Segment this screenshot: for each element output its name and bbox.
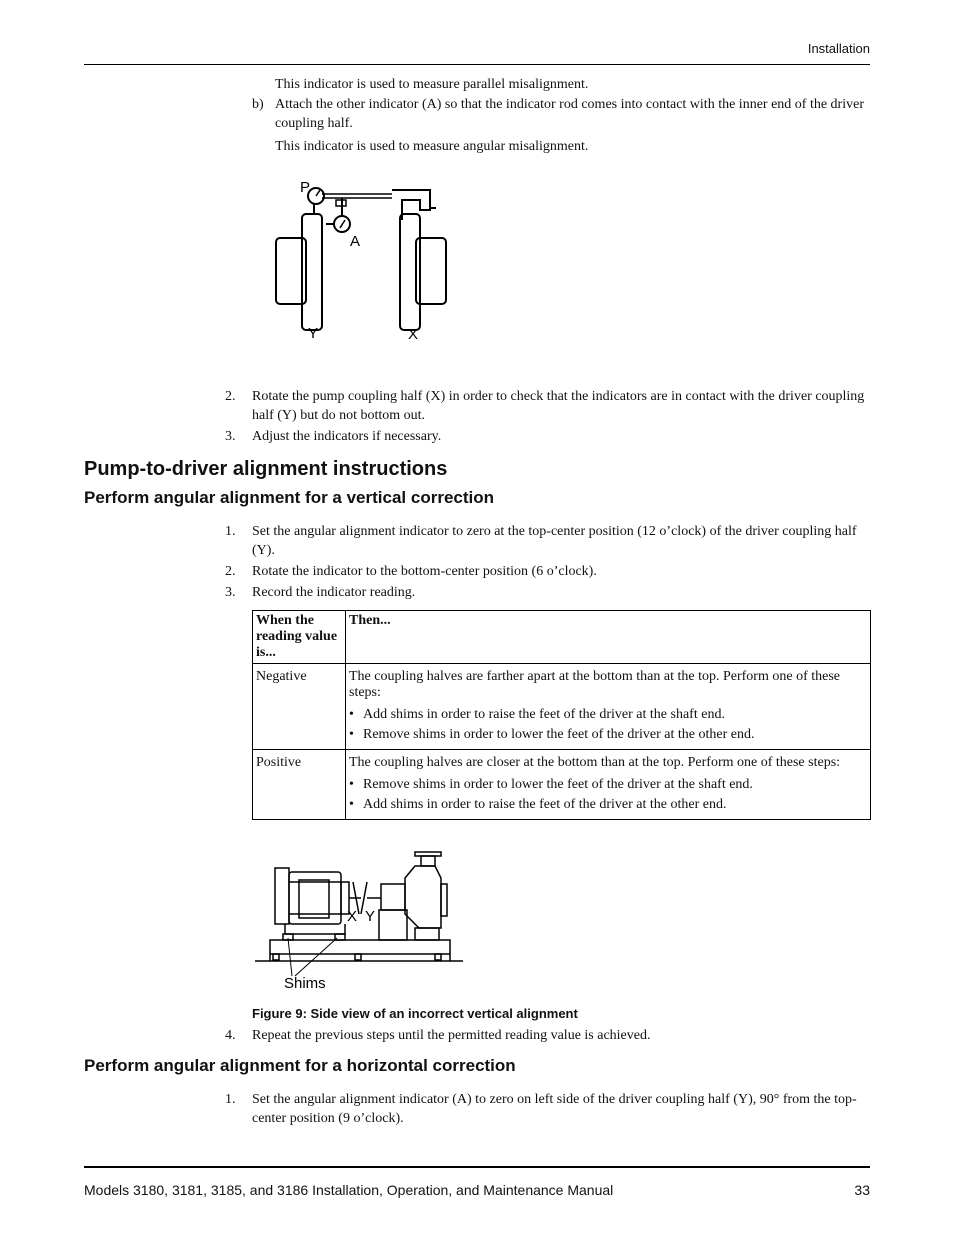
step-number: 1.	[225, 524, 236, 539]
indicator-bracket	[392, 190, 430, 220]
table-row	[253, 664, 871, 750]
step-text: Rotate the pump coupling half (X) in order to check that the indicators are in contact with the driver coupling half (Y) but do not bottom out.	[252, 389, 865, 423]
intro-line-2: This indicator is used to measure angular misalignment.	[275, 139, 589, 154]
header-rule	[84, 64, 870, 65]
step-text: Set the angular alignment indicator (A) to zero on left side of the driver coupling half (Y), 90° from the top-center position (9 o’clock).	[252, 1092, 857, 1126]
figure-caption: Figure 9: Side view of an incorrect vertical alignment	[252, 1006, 578, 1021]
pump-side-view-figure	[255, 848, 470, 994]
step-b-text: Attach the other indicator (A) so that the indicator rod comes into contact with the inner end of the driver coupling half.	[275, 97, 864, 131]
table-header-row	[253, 611, 871, 664]
horizontal-correction-heading: Perform angular alignment for a horizontal correction	[84, 1056, 516, 1075]
bearing-frame	[381, 884, 405, 910]
bullet-text: Remove shims in order to lower the feet of the driver at the other end.	[363, 727, 755, 742]
bullet-text: Add shims in order to raise the feet of the driver at the shaft end.	[363, 707, 725, 722]
label-x: X	[408, 326, 419, 343]
running-header: Installation	[807, 41, 870, 56]
step-number: 2.	[225, 389, 236, 404]
step-number: 3.	[225, 585, 236, 600]
action-intro: The coupling halves are farther apart at the bottom than at the top. Perform one of these steps:	[349, 669, 840, 700]
step-b-marker: b)	[252, 97, 264, 112]
table-header-cell: When the reading value is...	[253, 611, 346, 664]
step-text: Set the angular alignment indicator to zero at the top-center position (12 o’clock) of the driver coupling half (Y).	[252, 524, 857, 558]
label-shims: Shims	[284, 975, 326, 992]
vertical-correction-heading: Perform angular alignment for a vertical correction	[84, 488, 495, 507]
step-text: Repeat the previous steps until the permitted reading value is achieved.	[252, 1028, 651, 1043]
bullet-icon: •	[349, 707, 354, 722]
action-cell	[346, 664, 871, 750]
step-number: 1.	[225, 1092, 236, 1107]
list-item	[349, 707, 867, 723]
bullet-icon: •	[349, 727, 354, 742]
page-number: 33	[854, 1182, 870, 1198]
label-y: Y	[308, 325, 319, 342]
table-header-cell: Then...	[346, 611, 871, 664]
discharge-flange	[415, 852, 441, 856]
motor-fan-cover	[275, 868, 289, 924]
step-number: 3.	[225, 429, 236, 444]
bullet-text: Remove shims in order to lower the feet of the driver at the shaft end.	[363, 777, 753, 792]
list-item	[349, 727, 867, 743]
reading-value-table	[252, 610, 871, 820]
footer-manual-title: Models 3180, 3181, 3185, and 3186 Installation, Operation, and Maintenance Manual	[84, 1182, 614, 1198]
indicator-setup-figure	[260, 170, 470, 350]
reading-value-cell: Negative	[253, 664, 346, 750]
bullet-text: Add shims in order to raise the feet of the driver at the other end.	[363, 797, 727, 812]
pump-casing	[405, 866, 441, 928]
action-cell	[346, 750, 871, 820]
footer-rule	[84, 1166, 870, 1168]
label-x: X	[347, 908, 358, 925]
action-intro: The coupling halves are closer at the bottom than at the top. Perform one of these steps:	[349, 755, 841, 770]
intro-line-1: This indicator is used to measure parallel misalignment.	[275, 77, 589, 92]
step-text: Record the indicator reading.	[252, 585, 416, 600]
table-row	[253, 750, 871, 820]
bullet-icon: •	[349, 777, 354, 792]
label-y: Y	[365, 908, 376, 925]
baseplate	[270, 940, 450, 954]
list-item	[349, 797, 867, 813]
label-a: A	[350, 233, 361, 250]
step-number: 4.	[225, 1028, 236, 1043]
reading-value-cell: Positive	[253, 750, 346, 820]
list-item	[349, 777, 867, 793]
section-heading: Pump-to-driver alignment instructions	[84, 458, 448, 480]
step-number: 2.	[225, 564, 236, 579]
step-text: Adjust the indicators if necessary.	[252, 429, 442, 444]
step-text: Rotate the indicator to the bottom-center position (6 o’clock).	[252, 564, 597, 579]
bullet-icon: •	[349, 797, 354, 812]
label-p: P	[300, 179, 311, 196]
